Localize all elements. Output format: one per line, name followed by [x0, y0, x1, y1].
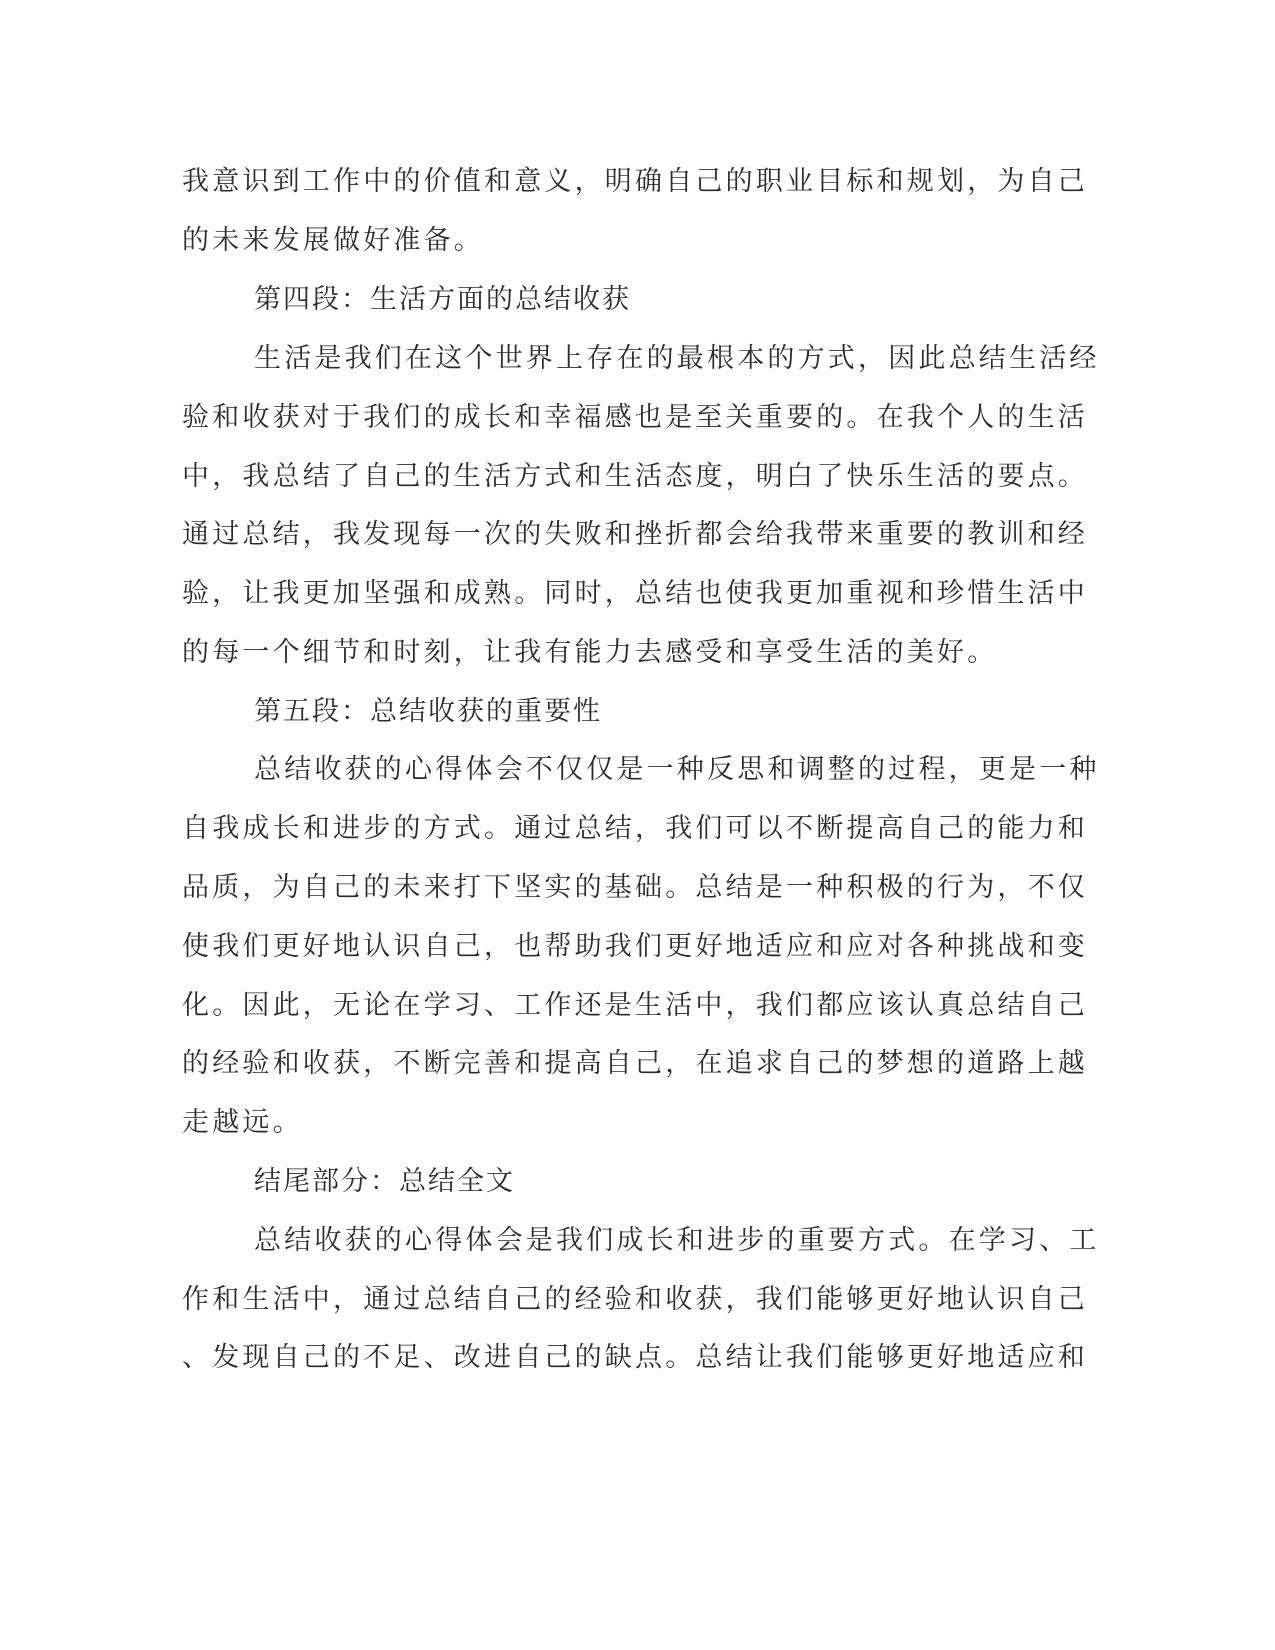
paragraph-line: 的未来发展做好准备。: [182, 225, 484, 256]
paragraph-line: 的每一个细节和时刻，让我有能力去感受和享受生活的美好。: [182, 637, 998, 668]
paragraph-line: 自我成长和进步的方式。通过总结，我们可以不断提高自己的能力和: [182, 813, 1088, 844]
paragraph-line: 化。因此，无论在学习、工作还是生活中，我们都应该认真总结自己: [182, 990, 1088, 1021]
paragraph-line: 总结收获的心得体会是我们成长和进步的重要方式。在学习、工: [254, 1225, 1100, 1256]
paragraph-line: 的经验和收获，不断完善和提高自己，在追求自己的梦想的道路上越: [182, 1048, 1088, 1079]
paragraph-line: 作和生活中，通过总结自己的经验和收获，我们能够更好地认识自己: [182, 1284, 1088, 1315]
paragraph-line: 走越远。: [182, 1107, 303, 1138]
paragraph-line: 验，让我更加坚强和成熟。同时，总结也使我更加重视和珍惜生活中: [182, 578, 1088, 609]
paragraph-line: 生活是我们在这个世界上存在的最根本的方式，因此总结生活经: [254, 343, 1100, 374]
paragraph-line: 我意识到工作中的价值和意义，明确自己的职业目标和规划，为自己: [182, 166, 1088, 197]
paragraph-line: 、发现自己的不足、改进自己的缺点。总结让我们能够更好地适应和: [182, 1342, 1088, 1373]
paragraph-line: 通过总结，我发现每一次的失败和挫折都会给我带来重要的教训和经: [182, 519, 1088, 550]
section-heading-4: 第四段：生活方面的总结收获: [254, 284, 631, 315]
paragraph-line: 中，我总结了自己的生活方式和生活态度，明白了快乐生活的要点。: [182, 461, 1088, 492]
section-heading-5: 第五段：总结收获的重要性: [254, 696, 602, 727]
paragraph-line: 总结收获的心得体会不仅仅是一种反思和调整的过程，更是一种: [254, 754, 1100, 785]
paragraph-line: 使我们更好地认识自己，也帮助我们更好地适应和应对各种挑战和变: [182, 931, 1088, 962]
paragraph-line: 验和收获对于我们的成长和幸福感也是至关重要的。在我个人的生活: [182, 402, 1088, 433]
paragraph-line: 品质，为自己的未来打下坚实的基础。总结是一种积极的行为，不仅: [182, 872, 1088, 903]
section-heading-ending: 结尾部分：总结全文: [254, 1166, 515, 1197]
